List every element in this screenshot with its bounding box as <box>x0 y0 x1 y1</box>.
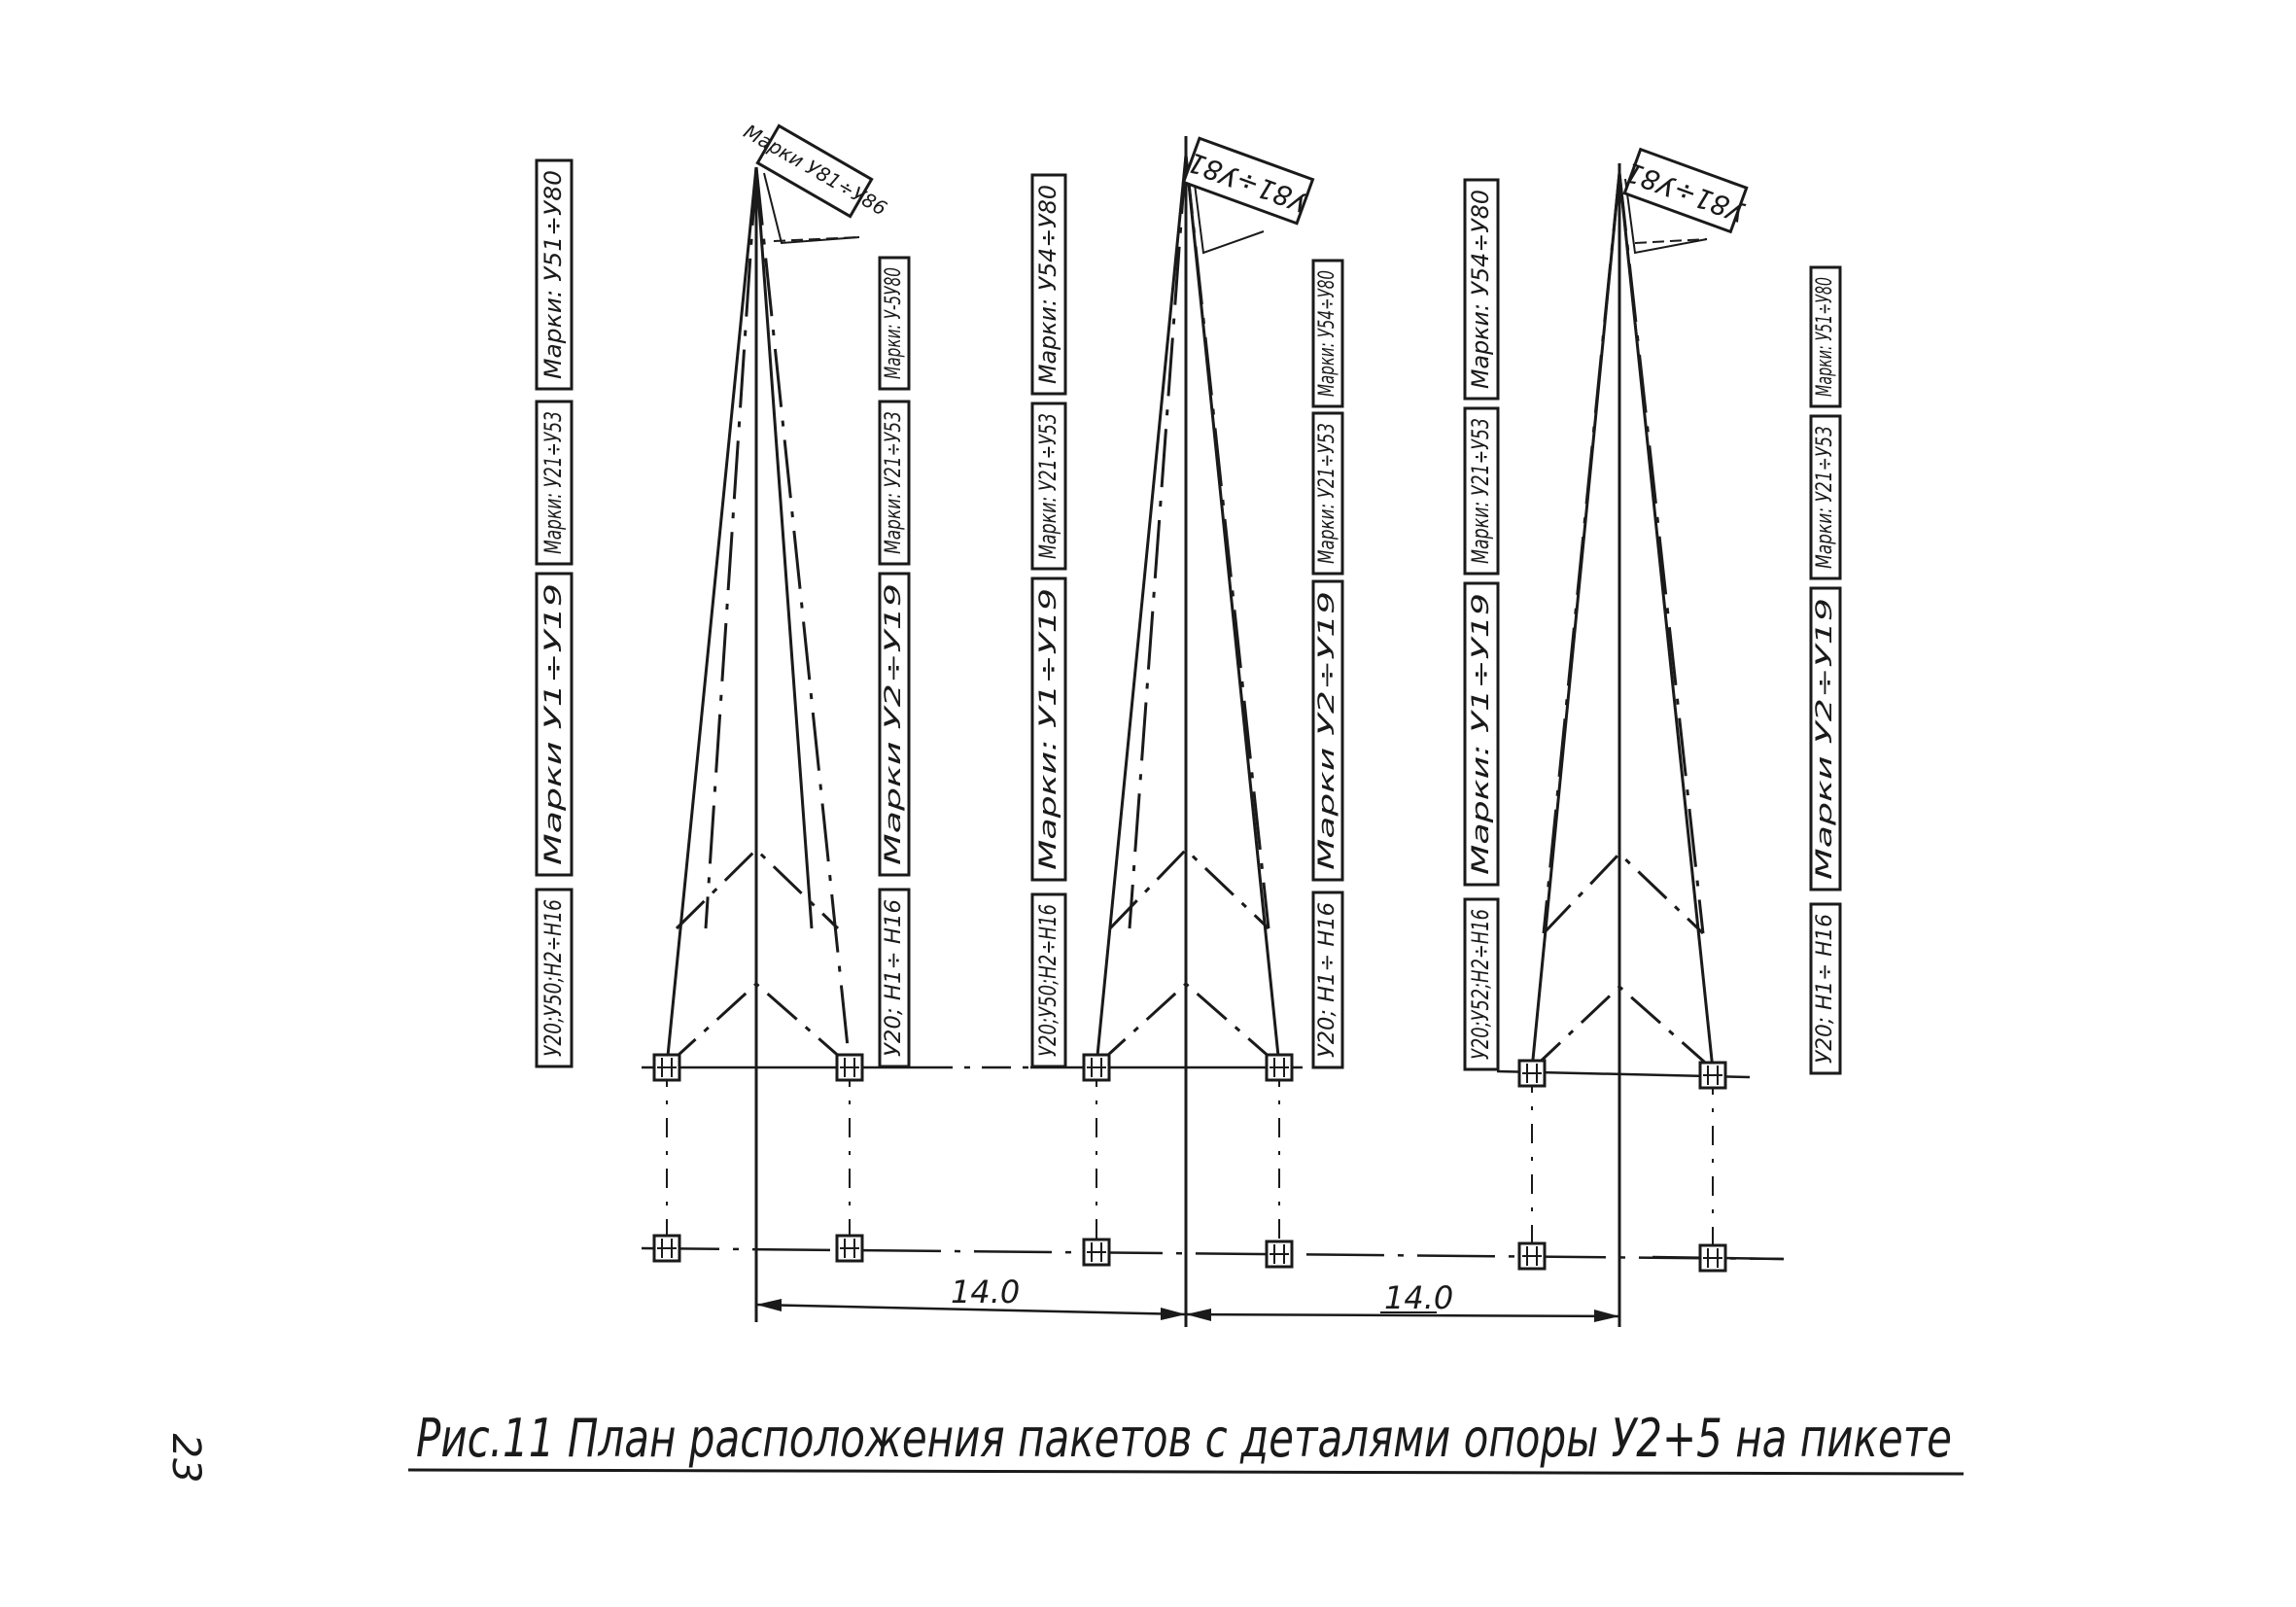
label-box <box>1313 892 1342 1067</box>
label-box-text: Марки: У54÷У80 <box>1315 212 1339 397</box>
label-box-text: Марки: У21÷У53 <box>882 369 906 554</box>
packet-node <box>1519 1061 1545 1086</box>
figure-caption: Рис.11 План расположения пакетов с деталями опоры У2+5 на пикете <box>416 1408 1952 1469</box>
label-box <box>1313 581 1342 880</box>
label-box <box>1465 583 1498 885</box>
dim-arrow <box>1594 1310 1619 1322</box>
label-box-text: Марки У1÷У19 <box>539 686 567 865</box>
label-box <box>1313 379 1342 574</box>
label-box-text: У20;У52;Н2÷Н16 <box>1467 856 1494 1060</box>
mast-3 <box>1532 163 1713 1327</box>
packet-node <box>1519 1243 1545 1269</box>
caption <box>408 1408 1964 1474</box>
label-box-text: Марки: У21÷У53 <box>1467 363 1494 564</box>
mast-2 <box>1096 136 1279 1327</box>
label-box-text: У20; Н1÷ Н16 <box>882 904 906 1057</box>
dimension-lines <box>756 1274 1619 1322</box>
label-box-text: Марки У2÷У19 <box>1315 706 1339 870</box>
label-box <box>1465 856 1498 1069</box>
tip-label-2 <box>1181 137 1314 224</box>
label-box <box>880 890 909 1066</box>
label-box <box>1032 358 1065 569</box>
tip-label-text: Марки У81÷У86 <box>740 119 891 221</box>
label-box <box>1032 175 1065 394</box>
label-box-text: Марки: У21÷У53 <box>1034 358 1061 559</box>
label-box-text: Марки: У21÷У53 <box>1813 384 1837 569</box>
axis-lines <box>642 1067 1784 1259</box>
label-box-text: У20;У50;Н2÷Н16 <box>1034 854 1061 1057</box>
dim-arrow <box>756 1299 782 1311</box>
label-box <box>537 854 572 1066</box>
label-box <box>1811 904 1840 1073</box>
tip-label-text: У81÷У81 <box>1620 155 1750 228</box>
label-box-text: Марки: У1÷У19 <box>1034 683 1061 870</box>
dim-arrow <box>1186 1309 1211 1321</box>
label-box <box>1465 363 1498 574</box>
packet-node <box>837 1236 862 1261</box>
packet-node <box>1267 1055 1292 1080</box>
packet-node <box>1700 1245 1725 1271</box>
label-box-text: Марки У2÷У19 <box>1813 716 1837 880</box>
packet-node <box>654 1236 679 1261</box>
label-box <box>880 218 909 389</box>
label-box-text: Марки: У1÷У19 <box>1467 688 1494 875</box>
dim-arrow <box>1161 1308 1186 1320</box>
label-box <box>1313 212 1342 406</box>
packet-node <box>1084 1055 1109 1080</box>
label-box-text: Марки У2÷У19 <box>882 701 906 865</box>
packet-node <box>837 1055 862 1080</box>
mast-outlines <box>667 136 1713 1327</box>
label-box <box>1811 212 1840 406</box>
label-box-text: Марки: У21÷У53 <box>1315 379 1339 564</box>
dimension-label: 14.0 <box>951 1274 1021 1310</box>
label-box-text: Марки: У51÷У80 <box>539 178 567 379</box>
tip-label-text: У81÷У81 <box>1183 145 1312 219</box>
packet-node <box>1700 1063 1725 1088</box>
label-box-text: У20; Н1÷ Н16 <box>1813 911 1837 1064</box>
mast-1 <box>667 167 859 1322</box>
packet-node <box>654 1055 679 1080</box>
label-box-text: Марки: У51÷У80 <box>1813 212 1837 397</box>
label-box-text: Марки: У54÷У80 <box>1034 183 1061 384</box>
packet-node <box>1084 1240 1109 1265</box>
tip-label-3 <box>1618 147 1752 233</box>
label-box-text: У20;У50;Н2÷Н16 <box>539 854 567 1057</box>
page-number: 23 <box>163 1433 208 1484</box>
label-box <box>880 369 909 564</box>
label-box-text: Марки: У21÷У53 <box>539 353 567 554</box>
dimension-label: 14.0 <box>1384 1279 1454 1316</box>
label-box <box>1032 854 1065 1066</box>
label-columns <box>537 160 1840 1073</box>
label-box <box>537 160 572 389</box>
label-box <box>537 353 572 564</box>
packet-nodes <box>654 1055 1725 1271</box>
label-box-text: Марки: У54÷У80 <box>1467 188 1494 389</box>
packet-node <box>1267 1241 1292 1267</box>
label-box <box>1465 180 1498 399</box>
label-box <box>1032 578 1065 880</box>
label-box-text: Марки: У-5У80 <box>882 218 906 379</box>
label-box-text: У20; Н1÷ Н16 <box>1315 905 1339 1058</box>
label-box <box>1811 384 1840 578</box>
label-box <box>1811 588 1840 890</box>
label-box <box>537 574 572 875</box>
label-box <box>880 574 909 875</box>
